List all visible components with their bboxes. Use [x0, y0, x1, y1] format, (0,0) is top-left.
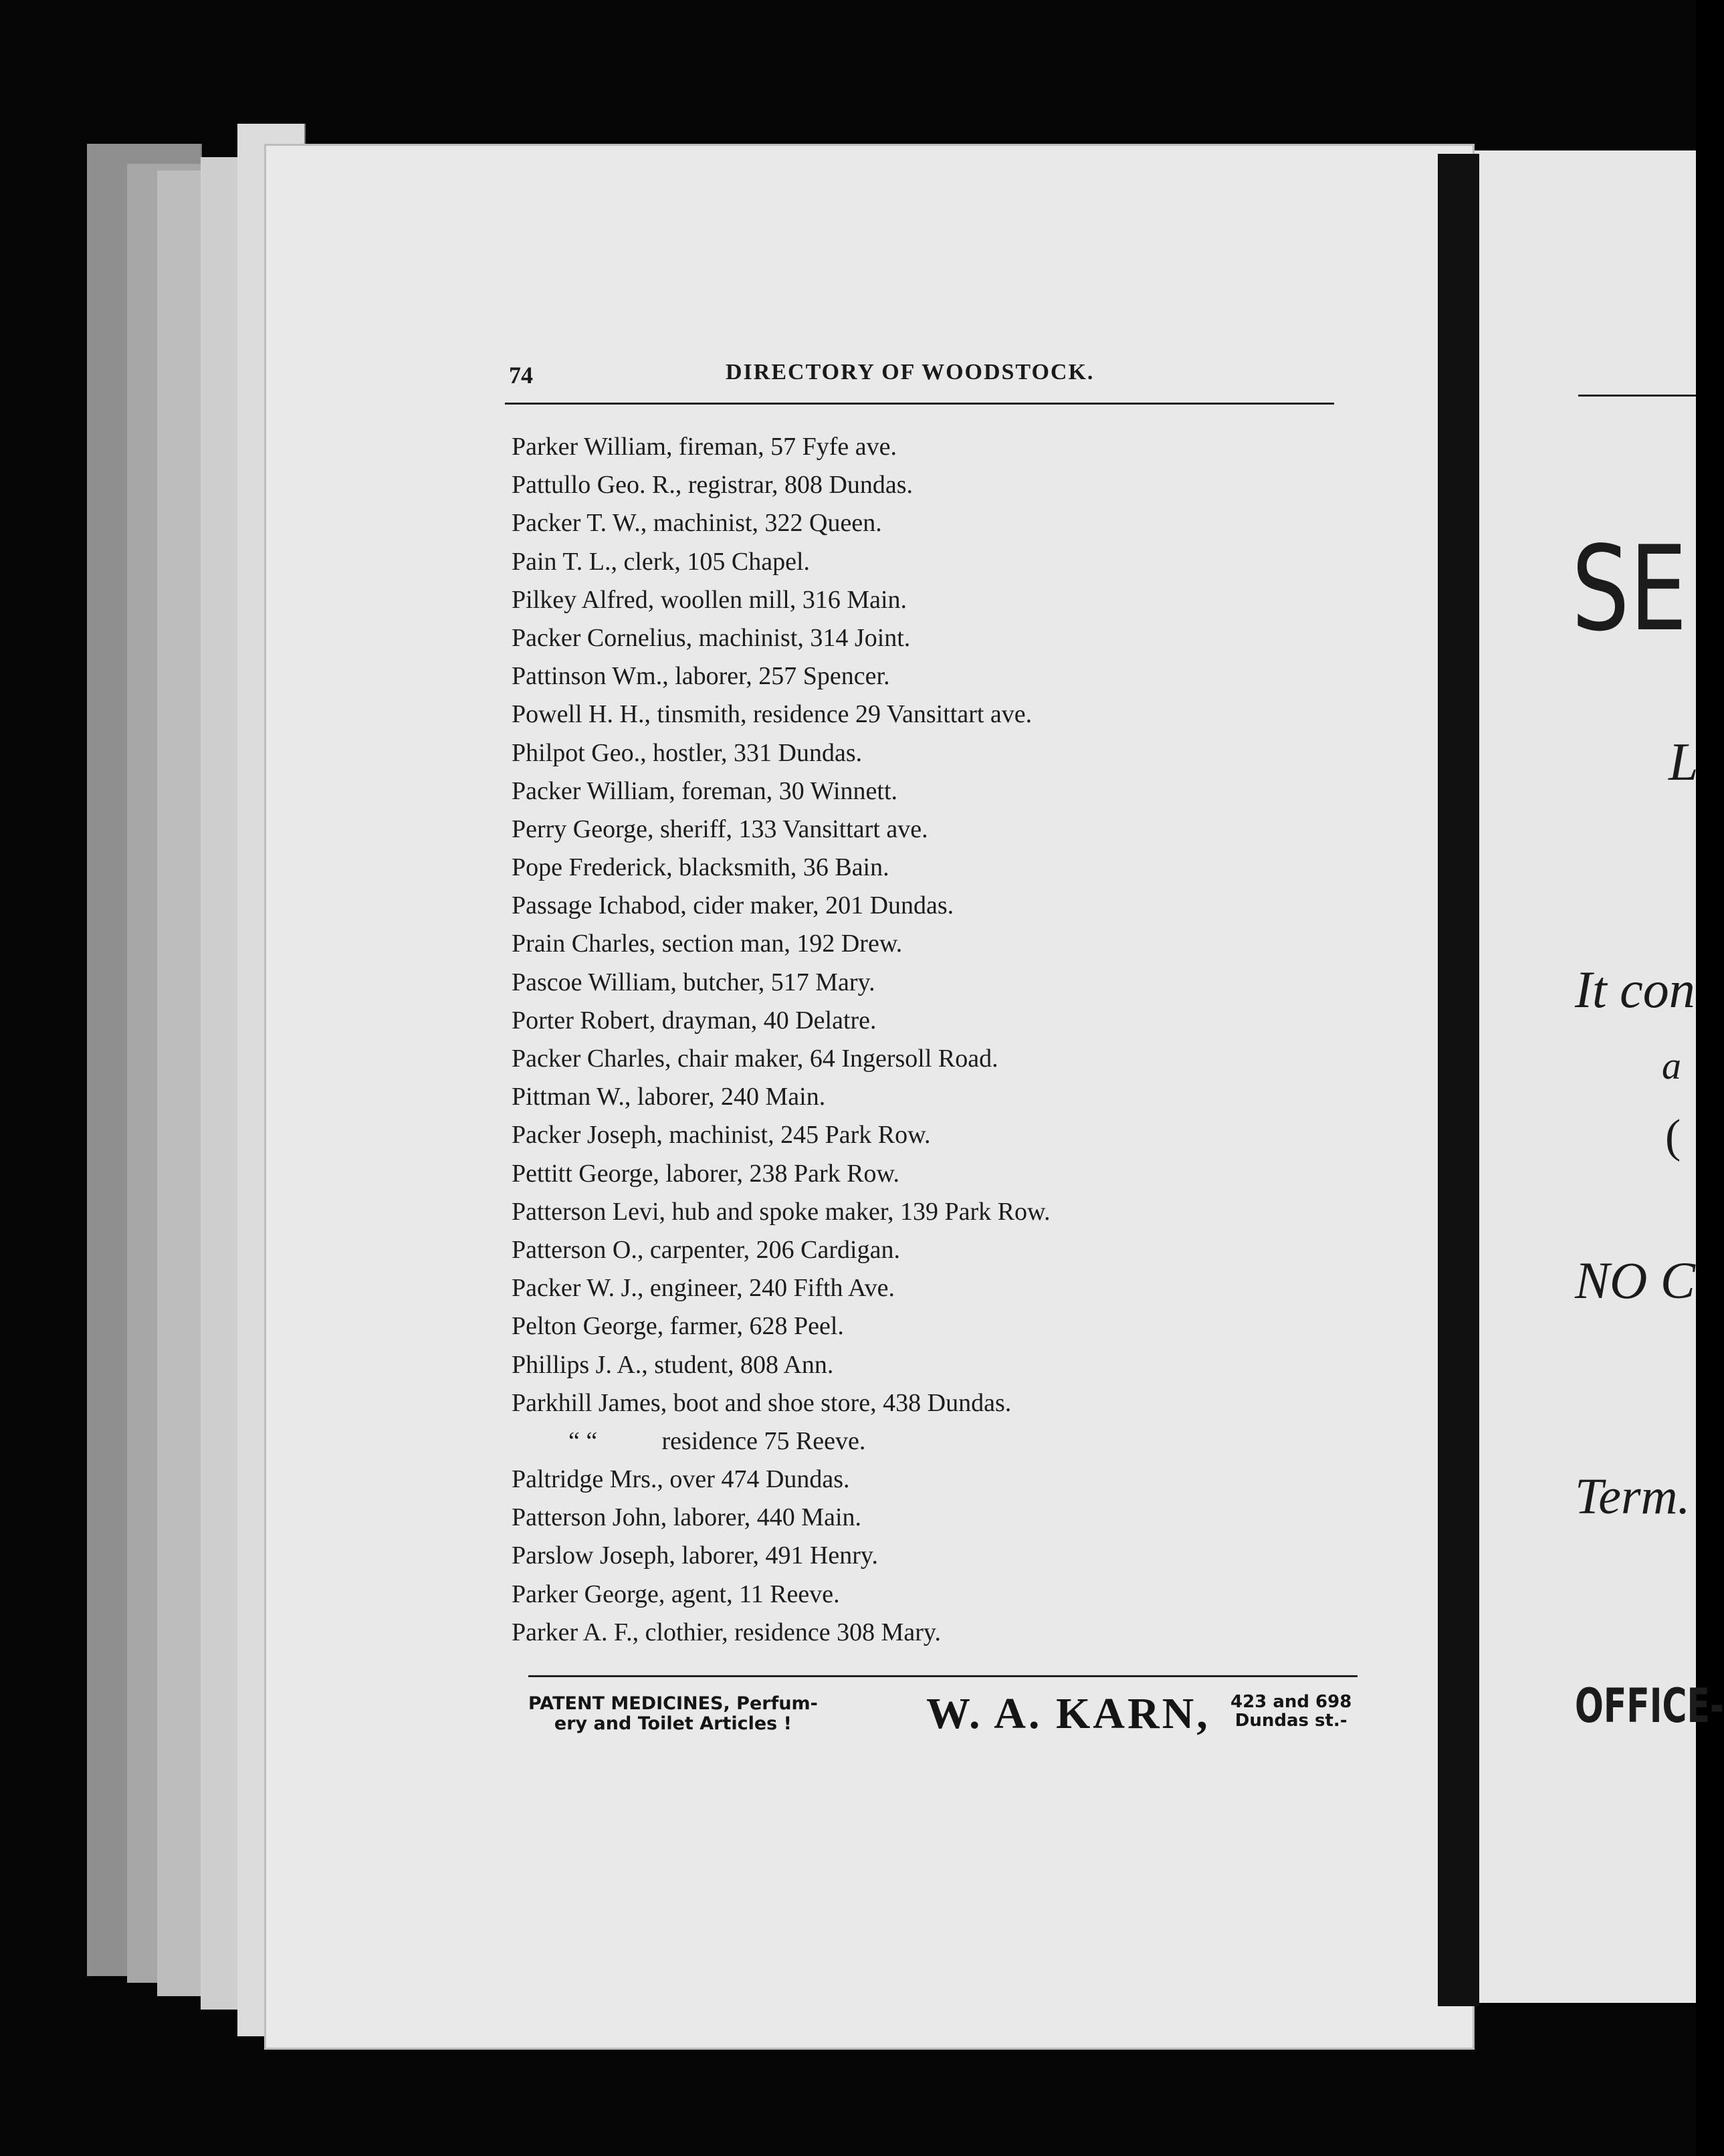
right-page-text-fragment: Term. [1575, 1469, 1691, 1525]
directory-entry: Packer Charles, chair maker, 64 Ingersoll Road. [512, 1045, 998, 1073]
advert-merchant-name: W. A. KARN, [926, 1689, 1210, 1738]
directory-entry: Pain T. L., clerk, 105 Chapel. [512, 547, 811, 576]
book-spine-gutter [1438, 154, 1479, 2006]
directory-entry: Patterson Levi, hub and spoke maker, 139 Park Row. [512, 1197, 1051, 1226]
directory-entry: Philpot Geo., hostler, 331 Dundas. [512, 738, 863, 767]
advert-address [1230, 1693, 1352, 1730]
right-page-text-fragment: a [1662, 1044, 1681, 1087]
footer-advertisement [528, 1689, 1371, 1755]
directory-entry: Pittman W., laborer, 240 Main. [512, 1083, 826, 1111]
advert-address-line: Dundas st.- [1234, 1711, 1348, 1731]
right-page-text-fragment: NO C [1575, 1251, 1695, 1309]
directory-entry: Passage Ichabod, cider maker, 201 Dundas. [512, 891, 954, 920]
directory-entry: Pattinson Wm., laborer, 257 Spencer. [512, 662, 890, 691]
directory-entry: Parslow Joseph, laborer, 491 Henry. [512, 1541, 878, 1570]
right-page-heading-fragment: SE [1572, 522, 1687, 657]
directory-entry: Patterson O., carpenter, 206 Cardigan. [512, 1235, 900, 1264]
directory-entry: Parker A. F., clothier, residence 308 Mary. [512, 1618, 941, 1646]
directory-entry: Powell H. H., tinsmith, residence 29 Vansittart ave. [512, 700, 1033, 729]
directory-entry: Pelton George, farmer, 628 Peel. [512, 1312, 844, 1341]
right-page-text-fragment: ( [1665, 1111, 1681, 1162]
right-page-text-fragment: OFFICE- [1575, 1679, 1724, 1733]
directory-entry: Parkhill James, boot and shoe store, 438 Dundas. [512, 1388, 1012, 1417]
page-number: 74 [509, 362, 533, 389]
running-head [505, 356, 1334, 405]
directory-entry: Packer T. W., machinist, 322 Queen. [512, 509, 882, 538]
directory-entry: Parker George, agent, 11 Reeve. [512, 1580, 840, 1608]
advert-products-line: PATENT MEDICINES, Perfum- [528, 1693, 818, 1714]
directory-entry: Pettitt George, laborer, 238 Park Row. [512, 1159, 899, 1188]
advert-products-line: ery and Toilet Articles ! [554, 1713, 792, 1734]
directory-entry: Patterson John, laborer, 440 Main. [512, 1503, 862, 1532]
directory-entry: Pilkey Alfred, woollen mill, 316 Main. [512, 585, 907, 614]
directory-entry: Packer Joseph, machinist, 245 Park Row. [512, 1121, 931, 1150]
directory-entry: Packer W. J., engineer, 240 Fifth Ave. [512, 1274, 895, 1303]
directory-entry: Parker William, fireman, 57 Fyfe ave. [512, 433, 897, 461]
directory-entry: Pascoe William, butcher, 517 Mary. [512, 968, 875, 996]
footer-rule [528, 1675, 1358, 1677]
directory-entry: Pattullo Geo. R., registrar, 808 Dundas. [512, 471, 913, 500]
ditto-marks: “ “ [568, 1426, 598, 1455]
directory-entry: Paltridge Mrs., over 474 Dundas. [512, 1465, 850, 1494]
right-page-rule [1578, 395, 1696, 397]
directory-entry: Porter Robert, drayman, 40 Delatre. [512, 1006, 877, 1035]
directory-entry: Packer William, foreman, 30 Winnett. [512, 776, 897, 805]
continuation-text: residence 75 Reeve. [661, 1426, 866, 1455]
directory-entry: Perry George, sheriff, 133 Vansittart ave. [512, 815, 928, 843]
directory-entry: Pope Frederick, blacksmith, 36 Bain. [512, 853, 889, 882]
advert-address-line: 423 and 698 [1230, 1692, 1352, 1712]
directory-entry-list [512, 428, 1381, 1652]
advert-products [528, 1694, 818, 1734]
directory-entry: Phillips J. A., student, 808 Ann. [512, 1350, 834, 1379]
directory-entry: Prain Charles, section man, 192 Drew. [512, 930, 903, 958]
right-page-text-fragment: L [1668, 733, 1699, 792]
page-title: DIRECTORY OF WOODSTOCK. [726, 360, 1095, 385]
right-page-text-fragment: It con [1575, 960, 1695, 1018]
directory-entry-continuation [512, 1422, 1381, 1461]
directory-entry: Packer Cornelius, machinist, 314 Joint. [512, 623, 911, 652]
